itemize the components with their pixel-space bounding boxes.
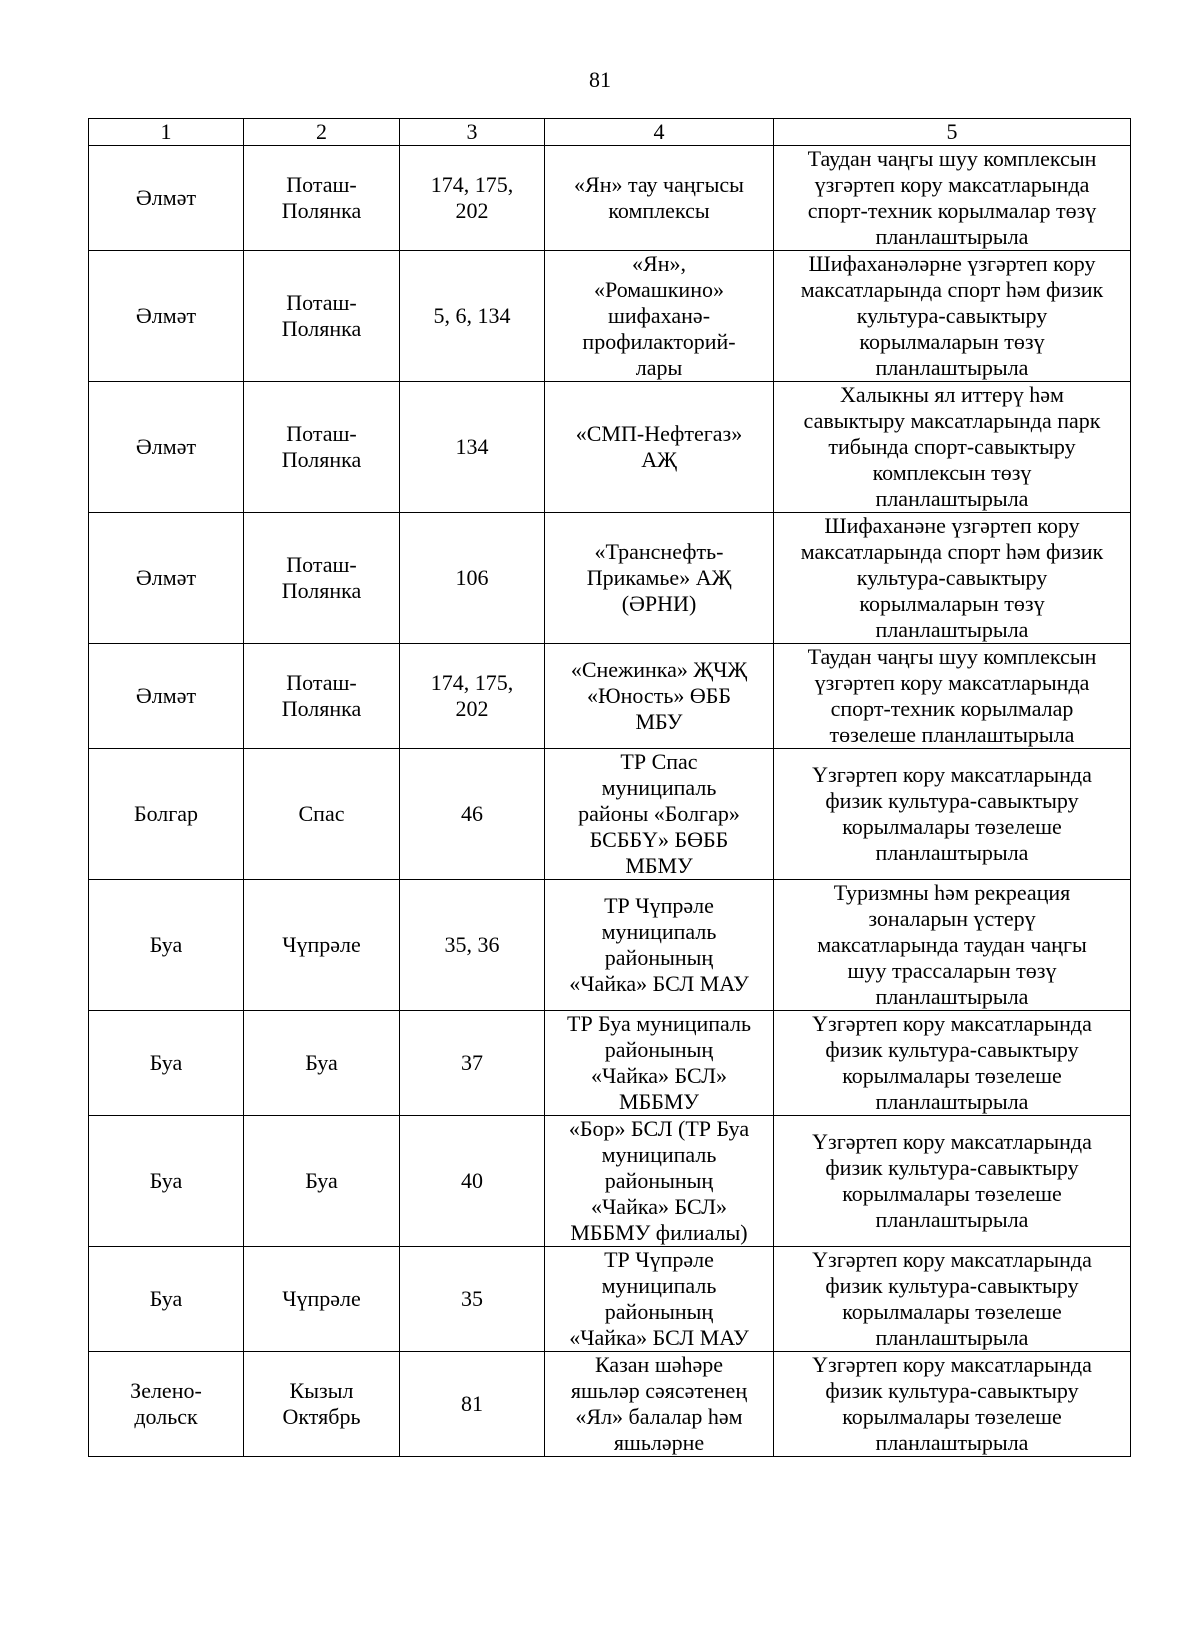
cell-text: «Транснефть- Прикамье» АҖ (ӘРНИ) — [586, 539, 732, 616]
cell-text: Спас — [298, 801, 345, 826]
cell-text: Үзгәртеп кору максатларында физик культура-савыктыру корылмалары төзелеше планлаштырыла — [812, 1247, 1092, 1350]
cell-text: Әлмәт — [135, 303, 197, 328]
district-cell — [89, 146, 244, 251]
settlement-cell — [244, 1247, 400, 1352]
district-cell — [89, 749, 244, 880]
cell-text: «Ян», «Ромашкино» шифаханә- профилакторий- лары — [582, 251, 736, 380]
cell-text: Халыкны ял иттерү һәм савыктыру максатларында парк тибында спорт-савыктыру комплексын төзү планлаштырыла — [803, 382, 1101, 511]
cell-text: «Снежинка» ҖЧҖ «Юность» ӨББ МБУ — [570, 657, 748, 734]
district-cell — [89, 1011, 244, 1116]
cell-text: Кызыл Октябрь — [282, 1378, 361, 1429]
settlement-cell — [244, 880, 400, 1011]
organization-cell — [545, 1247, 774, 1352]
cell-text: Шифаханәләрне үзгәртеп кору максатларында спорт һәм физик культура-савыктыру корылмаларын төзү планлаштырыла — [800, 251, 1104, 380]
district-cell — [89, 382, 244, 513]
number-cell — [400, 644, 545, 749]
description-cell — [774, 146, 1131, 251]
cell-text: 81 — [461, 1391, 483, 1416]
settlement-cell — [244, 644, 400, 749]
organization-cell — [545, 1011, 774, 1116]
cell-text: Чүпрәле — [282, 1286, 361, 1311]
cell-text: Поташ- Полянка — [281, 552, 362, 603]
cell-text: ТР Буа муниципаль районының «Чайка» БСЛ» МББМУ — [567, 1011, 751, 1114]
cell-text: Үзгәртеп кору максатларында физик культура-савыктыру корылмалары төзелеше планлаштырыла — [812, 1129, 1092, 1232]
settlement-cell — [244, 749, 400, 880]
settlement-cell — [244, 513, 400, 644]
cell-text: Поташ- Полянка — [281, 670, 362, 721]
cell-text: ТР Чүпрәле муниципаль районының «Чайка» БСЛ МАУ — [569, 893, 749, 996]
organization-cell — [545, 880, 774, 1011]
cell-text: ТР Чүпрәле муниципаль районының «Чайка» БСЛ МАУ — [569, 1247, 749, 1350]
settlement-cell — [244, 1352, 400, 1457]
description-cell — [774, 644, 1131, 749]
settlement-cell — [244, 382, 400, 513]
cell-text: 46 — [461, 801, 483, 826]
cell-text: «СМП-Нефтегаз» АҖ — [575, 421, 743, 472]
cell-text: 35 — [461, 1286, 483, 1311]
table-row — [89, 1011, 1131, 1116]
document-table — [88, 118, 1131, 1457]
district-cell — [89, 513, 244, 644]
cell-text: ТР Спас муниципаль районы «Болгар» БСББҮ» БӨББ МБМУ — [578, 749, 740, 878]
number-cell — [400, 513, 545, 644]
column-header: 2 — [244, 119, 400, 146]
table-row — [89, 1352, 1131, 1457]
cell-text: Чүпрәле — [282, 932, 361, 957]
cell-text: Буа — [149, 1168, 183, 1193]
table-row — [89, 644, 1131, 749]
description-cell — [774, 1247, 1131, 1352]
number-cell — [400, 749, 545, 880]
organization-cell — [545, 513, 774, 644]
cell-text: Буа — [149, 1050, 183, 1075]
cell-text: 106 — [455, 565, 489, 590]
organization-cell — [545, 146, 774, 251]
table-row — [89, 513, 1131, 644]
cell-text: Буа — [305, 1168, 338, 1193]
cell-text: Үзгәртеп кору максатларында физик культура-савыктыру корылмалары төзелеше планлаштырыла — [812, 762, 1092, 865]
settlement-cell — [244, 251, 400, 382]
table-row — [89, 1116, 1131, 1247]
number-cell — [400, 880, 545, 1011]
cell-text: Таудан чаңгы шуу комплексын үзгәртеп кору максатларында спорт-техник корылмалар төзелеше планлаштырыла — [807, 644, 1097, 747]
description-cell — [774, 1116, 1131, 1247]
cell-text: Зелено- дольск — [130, 1378, 202, 1429]
number-cell — [400, 1352, 545, 1457]
district-cell — [89, 880, 244, 1011]
column-header: 1 — [89, 119, 244, 146]
number-cell — [400, 1247, 545, 1352]
description-cell — [774, 1352, 1131, 1457]
number-cell — [400, 251, 545, 382]
cell-text: 40 — [461, 1168, 483, 1193]
number-cell — [400, 1116, 545, 1247]
description-cell — [774, 749, 1131, 880]
cell-text: Шифаханәне үзгәртеп кору максатларында спорт һәм физик культура-савыктыру корылмаларын төзү планлаштырыла — [800, 513, 1104, 642]
table-header — [89, 119, 1131, 146]
organization-cell — [545, 251, 774, 382]
settlement-cell — [244, 146, 400, 251]
district-cell — [89, 1116, 244, 1247]
cell-text: Буа — [149, 932, 183, 957]
organization-cell — [545, 644, 774, 749]
cell-text: Әлмәт — [135, 434, 197, 459]
cell-text: Казан шәһәре яшьләр сәясәтенең «Ял» балалар һәм яшьләрне — [570, 1352, 748, 1455]
cell-text: Поташ- Полянка — [281, 421, 362, 472]
description-cell — [774, 513, 1131, 644]
cell-text: «Ян» тау чаңгысы комплексы — [574, 172, 744, 223]
table-row — [89, 1247, 1131, 1352]
number-cell — [400, 1011, 545, 1116]
cell-text: 5, 6, 134 — [433, 303, 511, 328]
description-cell — [774, 880, 1131, 1011]
organization-cell — [545, 1352, 774, 1457]
cell-text: Буа — [149, 1286, 183, 1311]
page-number: 81 — [589, 67, 611, 92]
organization-cell — [545, 749, 774, 880]
table-row — [89, 749, 1131, 880]
column-header: 5 — [774, 119, 1131, 146]
organization-cell — [545, 382, 774, 513]
number-cell — [400, 382, 545, 513]
organization-cell — [545, 1116, 774, 1247]
description-cell — [774, 251, 1131, 382]
cell-text: Үзгәртеп кору максатларында физик культура-савыктыру корылмалары төзелеше планлаштырыла — [812, 1011, 1092, 1114]
cell-text: Үзгәртеп кору максатларында физик культура-савыктыру корылмалары төзелеше планлаштырыла — [812, 1352, 1092, 1455]
description-cell — [774, 382, 1131, 513]
settlement-cell — [244, 1011, 400, 1116]
cell-text: 35, 36 — [444, 932, 500, 957]
cell-text: Туризмны һәм рекреация зоналарын үстерү максатларында таудан чаңгы шуу трассаларын төзү планлаштырыла — [817, 880, 1087, 1009]
district-cell — [89, 1352, 244, 1457]
cell-text: 37 — [461, 1050, 483, 1075]
table-row — [89, 382, 1131, 513]
settlement-cell — [244, 1116, 400, 1247]
cell-text: Әлмәт — [135, 565, 197, 590]
cell-text: Әлмәт — [135, 185, 197, 210]
cell-text: 174, 175, 202 — [430, 670, 514, 721]
district-cell — [89, 251, 244, 382]
table-row — [89, 251, 1131, 382]
cell-text: «Бор» БСЛ (ТР Буа муниципаль районының «Чайка» БСЛ» МББМУ филиалы) — [568, 1116, 750, 1245]
cell-text: 174, 175, 202 — [430, 172, 514, 223]
cell-text: Әлмәт — [135, 683, 197, 708]
cell-text: Таудан чаңгы шуу комплексын үзгәртеп кору максатларында спорт-техник корылмалар төзү планлаштырыла — [807, 146, 1097, 249]
description-cell — [774, 1011, 1131, 1116]
table-row — [89, 146, 1131, 251]
cell-text: Болгар — [133, 801, 199, 826]
column-header: 3 — [400, 119, 545, 146]
cell-text: Поташ- Полянка — [281, 290, 362, 341]
table-body — [89, 146, 1131, 1457]
column-header: 4 — [545, 119, 774, 146]
number-cell — [400, 146, 545, 251]
table-row — [89, 880, 1131, 1011]
cell-text: 134 — [455, 434, 489, 459]
cell-text: Буа — [305, 1050, 338, 1075]
cell-text: Поташ- Полянка — [281, 172, 362, 223]
district-cell — [89, 1247, 244, 1352]
district-cell — [89, 644, 244, 749]
table-header-row — [89, 119, 1131, 146]
